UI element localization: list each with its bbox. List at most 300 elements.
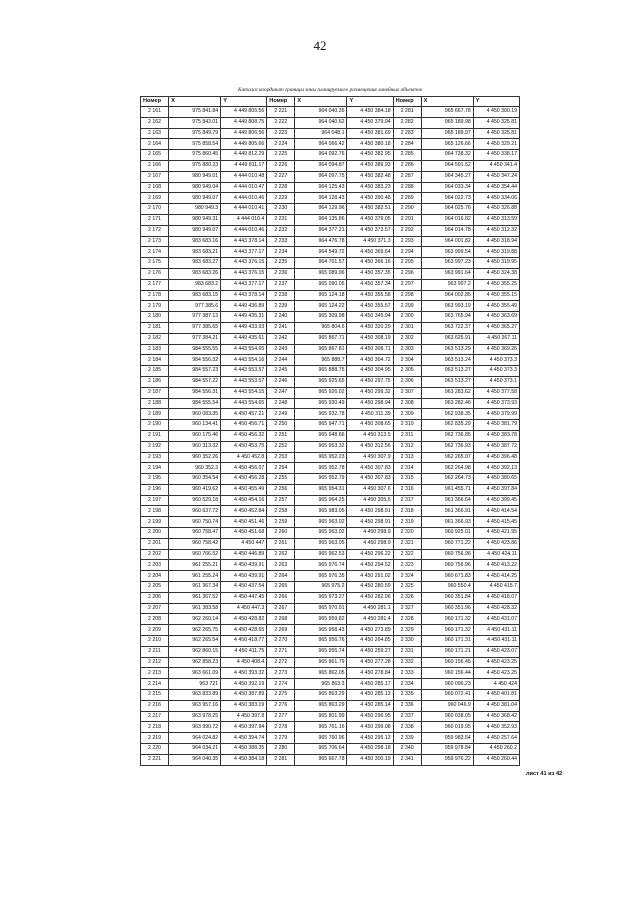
x-coordinate-cell: 961 455.71 bbox=[421, 484, 473, 495]
x-coordinate-cell: 964 022.73 bbox=[421, 193, 473, 204]
point-number-cell: 2 231 bbox=[267, 214, 295, 225]
point-number-cell: 2 292 bbox=[393, 225, 421, 236]
point-number-cell: 2 162 bbox=[141, 117, 169, 128]
table-row bbox=[141, 279, 520, 290]
point-number-cell: 2 170 bbox=[141, 204, 169, 215]
x-coordinate-cell: 964 040.35 bbox=[169, 754, 221, 765]
table-row bbox=[141, 322, 520, 333]
x-coordinate-cell: 965 888.75 bbox=[295, 366, 347, 377]
point-number-cell: 2 324 bbox=[393, 571, 421, 582]
x-coordinate-cell: 962 938.35 bbox=[421, 409, 473, 420]
y-coordinate-cell: 4 450 447 bbox=[221, 538, 267, 549]
point-number-cell: 2 184 bbox=[141, 355, 169, 366]
point-number-cell: 2 242 bbox=[267, 333, 295, 344]
point-number-cell: 2 175 bbox=[141, 258, 169, 269]
y-coordinate-cell: 4 450 411.75 bbox=[221, 646, 267, 657]
y-coordinate-cell: 4 450 451.46 bbox=[221, 517, 267, 528]
y-coordinate-cell: 4 449 435.31 bbox=[221, 312, 267, 323]
point-number-cell: 2 174 bbox=[141, 247, 169, 258]
y-coordinate-cell: 4 450 357.34 bbox=[347, 279, 393, 290]
point-number-cell: 2 202 bbox=[141, 549, 169, 560]
x-coordinate-cell: 965 964.25 bbox=[295, 495, 347, 506]
y-coordinate-cell: 4 450 326.88 bbox=[473, 204, 519, 215]
y-coordinate-cell: 4 450 418.07 bbox=[473, 592, 519, 603]
y-coordinate-cell: 4 450 304.72 bbox=[347, 355, 393, 366]
table-row bbox=[141, 528, 520, 539]
y-coordinate-cell: 4 450 373.93 bbox=[473, 398, 519, 409]
table-row bbox=[141, 301, 520, 312]
table-caption: Каталог координат границы зоны планируемого размещения линейных объектов bbox=[238, 87, 422, 93]
x-coordinate-cell: 980 949.31 bbox=[169, 214, 221, 225]
x-coordinate-cell: 960 671.83 bbox=[421, 571, 473, 582]
x-coordinate-cell: 960 351.96 bbox=[421, 603, 473, 614]
point-number-cell: 2 332 bbox=[393, 657, 421, 668]
point-number-cell: 2 224 bbox=[267, 139, 295, 150]
table-row bbox=[141, 690, 520, 701]
point-number-cell: 2 254 bbox=[267, 463, 295, 474]
point-number-cell: 2 196 bbox=[141, 484, 169, 495]
y-coordinate-cell: 4 450 428.65 bbox=[221, 625, 267, 636]
y-coordinate-cell: 4 450 324.38 bbox=[473, 268, 519, 279]
point-number-cell: 2 293 bbox=[393, 236, 421, 247]
x-coordinate-cell: 960 072.41 bbox=[421, 690, 473, 701]
x-coordinate-cell: 960 096.23 bbox=[421, 679, 473, 690]
point-number-cell: 2 219 bbox=[141, 733, 169, 744]
x-coordinate-cell: 965 926.02 bbox=[295, 387, 347, 398]
point-number-cell: 2 325 bbox=[393, 582, 421, 593]
y-coordinate-cell: 4 450 389.93 bbox=[347, 160, 393, 171]
x-coordinate-cell: 964 135.86 bbox=[295, 214, 347, 225]
x-coordinate-cell: 962 260.14 bbox=[169, 614, 221, 625]
point-number-cell: 2 249 bbox=[267, 409, 295, 420]
y-coordinate-cell: 4 443 377.17 bbox=[221, 279, 267, 290]
table-row bbox=[141, 549, 520, 560]
x-coordinate-cell: 960 171.31 bbox=[421, 636, 473, 647]
point-number-cell: 2 333 bbox=[393, 668, 421, 679]
x-coordinate-cell: 965 956.76 bbox=[295, 636, 347, 647]
point-number-cell: 2 285 bbox=[393, 150, 421, 161]
point-number-cell: 2 235 bbox=[267, 258, 295, 269]
x-coordinate-cell: 962 264.73 bbox=[421, 474, 473, 485]
table-row bbox=[141, 193, 520, 204]
y-coordinate-cell: 4 444 010.4 bbox=[221, 214, 267, 225]
point-number-cell: 2 247 bbox=[267, 387, 295, 398]
x-coordinate-cell: 963 990.72 bbox=[169, 722, 221, 733]
x-coordinate-cell: 964 048.1 bbox=[295, 128, 347, 139]
y-coordinate-cell: 4 450 423.07 bbox=[473, 646, 519, 657]
x-coordinate-cell: 965 930.49 bbox=[295, 398, 347, 409]
point-number-cell: 2 166 bbox=[141, 160, 169, 171]
y-coordinate-cell: 4 443 376.15 bbox=[221, 268, 267, 279]
point-number-cell: 2 161 bbox=[141, 107, 169, 118]
y-coordinate-cell: 4 443 553.57 bbox=[221, 366, 267, 377]
point-number-cell: 2 190 bbox=[141, 420, 169, 431]
x-coordinate-cell: 962 860.15 bbox=[169, 646, 221, 657]
header-number-1: Номер bbox=[141, 97, 169, 107]
x-coordinate-cell: 965 962.53 bbox=[295, 549, 347, 560]
table-row bbox=[141, 711, 520, 722]
table-row bbox=[141, 398, 520, 409]
y-coordinate-cell: 4 443 553.57 bbox=[221, 376, 267, 387]
table-row bbox=[141, 290, 520, 301]
x-coordinate-cell: 965 667.78 bbox=[295, 754, 347, 765]
point-number-cell: 2 253 bbox=[267, 452, 295, 463]
point-number-cell: 2 315 bbox=[393, 474, 421, 485]
x-coordinate-cell: 965 867.71 bbox=[295, 333, 347, 344]
point-number-cell: 2 276 bbox=[267, 700, 295, 711]
point-number-cell: 2 199 bbox=[141, 517, 169, 528]
table-row bbox=[141, 560, 520, 571]
x-coordinate-cell: 963 833.89 bbox=[169, 690, 221, 701]
point-number-cell: 2 307 bbox=[393, 387, 421, 398]
x-coordinate-cell: 965 959.82 bbox=[295, 614, 347, 625]
y-coordinate-cell: 4 450 377.58 bbox=[473, 387, 519, 398]
point-number-cell: 2 312 bbox=[393, 441, 421, 452]
point-number-cell: 2 269 bbox=[267, 625, 295, 636]
x-coordinate-cell: 965 801.99 bbox=[295, 711, 347, 722]
point-number-cell: 2 222 bbox=[267, 117, 295, 128]
y-coordinate-cell: 4 450 381.04 bbox=[473, 700, 519, 711]
point-number-cell: 2 287 bbox=[393, 171, 421, 182]
x-coordinate-cell: 962 265.07 bbox=[421, 452, 473, 463]
x-coordinate-cell: 965 089.96 bbox=[295, 268, 347, 279]
table-row bbox=[141, 312, 520, 323]
y-coordinate-cell: 4 450 305.6 bbox=[347, 495, 393, 506]
table-row bbox=[141, 517, 520, 528]
point-number-cell: 2 322 bbox=[393, 549, 421, 560]
point-number-cell: 2 240 bbox=[267, 312, 295, 323]
y-coordinate-cell: 4 443 554.16 bbox=[221, 355, 267, 366]
x-coordinate-cell: 960 156.45 bbox=[421, 657, 473, 668]
x-coordinate-cell: 964 016.82 bbox=[421, 214, 473, 225]
point-number-cell: 2 326 bbox=[393, 592, 421, 603]
table-row bbox=[141, 582, 520, 593]
x-coordinate-cell: 983 683.2 bbox=[169, 279, 221, 290]
y-coordinate-cell: 4 450 454.16 bbox=[221, 495, 267, 506]
point-number-cell: 2 252 bbox=[267, 441, 295, 452]
point-number-cell: 2 283 bbox=[393, 128, 421, 139]
point-number-cell: 2 250 bbox=[267, 420, 295, 431]
x-coordinate-cell: 965 126.66 bbox=[421, 139, 473, 150]
y-coordinate-cell: 4 450 325.81 bbox=[473, 128, 519, 139]
point-number-cell: 2 327 bbox=[393, 603, 421, 614]
point-number-cell: 2 301 bbox=[393, 322, 421, 333]
header-x-3: X bbox=[421, 97, 473, 107]
x-coordinate-cell: 961 366.64 bbox=[421, 495, 473, 506]
point-number-cell: 2 336 bbox=[393, 700, 421, 711]
y-coordinate-cell: 4 450 379.05 bbox=[347, 214, 393, 225]
y-coordinate-cell: 4 450 397.94 bbox=[221, 722, 267, 733]
x-coordinate-cell: 975 849.79 bbox=[169, 128, 221, 139]
table-row bbox=[141, 107, 520, 118]
x-coordinate-cell: 960 175.46 bbox=[169, 430, 221, 441]
point-number-cell: 2 255 bbox=[267, 474, 295, 485]
table-row bbox=[141, 258, 520, 269]
y-coordinate-cell: 4 450 365.27 bbox=[473, 322, 519, 333]
point-number-cell: 2 271 bbox=[267, 646, 295, 657]
x-coordinate-cell: 975 843.01 bbox=[169, 117, 221, 128]
y-coordinate-cell: 4 450 300.19 bbox=[347, 754, 393, 765]
y-coordinate-cell: 4 449 433.93 bbox=[221, 322, 267, 333]
x-coordinate-cell: 965 124.18 bbox=[295, 290, 347, 301]
y-coordinate-cell: 4 450 418.77 bbox=[221, 636, 267, 647]
table-row bbox=[141, 117, 520, 128]
table-header-row bbox=[141, 97, 520, 107]
y-coordinate-cell: 4 450 457.21 bbox=[221, 409, 267, 420]
point-number-cell: 2 337 bbox=[393, 711, 421, 722]
x-coordinate-cell: 977 385.6 bbox=[169, 301, 221, 312]
x-coordinate-cell: 960 756.96 bbox=[421, 549, 473, 560]
point-number-cell: 2 216 bbox=[141, 700, 169, 711]
point-number-cell: 2 263 bbox=[267, 560, 295, 571]
y-coordinate-cell: 4 450 408.4 bbox=[221, 657, 267, 668]
y-coordinate-cell: 4 443 554.15 bbox=[221, 387, 267, 398]
y-coordinate-cell: 4 450 384.18 bbox=[221, 754, 267, 765]
y-coordinate-cell: 4 450 381.79 bbox=[473, 420, 519, 431]
point-number-cell: 2 275 bbox=[267, 690, 295, 701]
point-number-cell: 2 339 bbox=[393, 733, 421, 744]
y-coordinate-cell: 4 450 294.52 bbox=[347, 560, 393, 571]
point-number-cell: 2 194 bbox=[141, 463, 169, 474]
point-number-cell: 2 243 bbox=[267, 344, 295, 355]
x-coordinate-cell: 963 722.37 bbox=[421, 322, 473, 333]
y-coordinate-cell: 4 450 401.81 bbox=[473, 690, 519, 701]
x-coordinate-cell: 965 958.43 bbox=[295, 625, 347, 636]
y-coordinate-cell: 4 450 382.51 bbox=[347, 204, 393, 215]
point-number-cell: 2 185 bbox=[141, 366, 169, 377]
table-row bbox=[141, 754, 520, 765]
x-coordinate-cell: 965 963.02 bbox=[295, 517, 347, 528]
y-coordinate-cell: 4 443 554.65 bbox=[221, 398, 267, 409]
y-coordinate-cell: 4 450 453.75 bbox=[221, 441, 267, 452]
table-row bbox=[141, 463, 520, 474]
y-coordinate-cell: 4 450 307.6 bbox=[347, 484, 393, 495]
x-coordinate-cell: 965 861.79 bbox=[295, 657, 347, 668]
x-coordinate-cell: 960 351.84 bbox=[421, 592, 473, 603]
point-number-cell: 2 304 bbox=[393, 355, 421, 366]
y-coordinate-cell: 4 450 357.35 bbox=[347, 268, 393, 279]
table-row bbox=[141, 430, 520, 441]
x-coordinate-cell: 965 963.02 bbox=[295, 528, 347, 539]
table-row bbox=[141, 592, 520, 603]
sheet-label: лист 41 из 42 bbox=[526, 771, 563, 777]
point-number-cell: 2 319 bbox=[393, 517, 421, 528]
y-coordinate-cell: 4 450 369.26 bbox=[473, 344, 519, 355]
x-coordinate-cell: 965 963.05 bbox=[295, 538, 347, 549]
y-coordinate-cell: 4 450 334.06 bbox=[473, 193, 519, 204]
y-coordinate-cell: 4 450 307.83 bbox=[347, 474, 393, 485]
x-coordinate-cell: 959 976.22 bbox=[421, 754, 473, 765]
point-number-cell: 2 290 bbox=[393, 204, 421, 215]
header-y-2: Y bbox=[347, 97, 393, 107]
y-coordinate-cell: 4 450 446.89 bbox=[221, 549, 267, 560]
x-coordinate-cell: 964 377.21 bbox=[295, 225, 347, 236]
y-coordinate-cell: 4 450 257.64 bbox=[473, 733, 519, 744]
point-number-cell: 2 181 bbox=[141, 322, 169, 333]
x-coordinate-cell: 983 683.16 bbox=[169, 236, 221, 247]
x-coordinate-cell: 964 025.76 bbox=[421, 204, 473, 215]
x-coordinate-cell: 980 949.04 bbox=[169, 182, 221, 193]
point-number-cell: 2 192 bbox=[141, 441, 169, 452]
y-coordinate-cell: 4 450 382.95 bbox=[347, 150, 393, 161]
y-coordinate-cell: 4 450 393.32 bbox=[221, 668, 267, 679]
x-coordinate-cell: 962 736.93 bbox=[421, 441, 473, 452]
coordinates-table bbox=[140, 96, 520, 766]
x-coordinate-cell: 977 385.65 bbox=[169, 322, 221, 333]
point-number-cell: 2 282 bbox=[393, 117, 421, 128]
point-number-cell: 2 227 bbox=[267, 171, 295, 182]
y-coordinate-cell: 4 450 355.49 bbox=[473, 301, 519, 312]
y-coordinate-cell: 4 450 397.84 bbox=[473, 484, 519, 495]
point-number-cell: 2 191 bbox=[141, 430, 169, 441]
x-coordinate-cell: 963 513.27 bbox=[421, 376, 473, 387]
y-coordinate-cell: 4 444 010.46 bbox=[221, 225, 267, 236]
point-number-cell: 2 172 bbox=[141, 225, 169, 236]
x-coordinate-cell: 960 758.42 bbox=[169, 538, 221, 549]
y-coordinate-cell: 4 443 554.65 bbox=[221, 344, 267, 355]
point-number-cell: 2 228 bbox=[267, 182, 295, 193]
y-coordinate-cell: 4 450 379.94 bbox=[347, 117, 393, 128]
y-coordinate-cell: 4 450 452.8 bbox=[221, 452, 267, 463]
y-coordinate-cell: 4 450 304.95 bbox=[347, 366, 393, 377]
point-number-cell: 2 182 bbox=[141, 333, 169, 344]
table-row bbox=[141, 646, 520, 657]
y-coordinate-cell: 4 450 414.25 bbox=[473, 571, 519, 582]
x-coordinate-cell: 965 955.74 bbox=[295, 646, 347, 657]
table-row bbox=[141, 571, 520, 582]
point-number-cell: 2 230 bbox=[267, 204, 295, 215]
point-number-cell: 2 306 bbox=[393, 376, 421, 387]
y-coordinate-cell: 4 449 435.61 bbox=[221, 333, 267, 344]
y-coordinate-cell: 4 450 313.59 bbox=[473, 214, 519, 225]
table-row bbox=[141, 679, 520, 690]
point-number-cell: 2 298 bbox=[393, 290, 421, 301]
point-number-cell: 2 300 bbox=[393, 312, 421, 323]
y-coordinate-cell: 4 450 423.86 bbox=[473, 538, 519, 549]
y-coordinate-cell: 4 450 424.11 bbox=[473, 549, 519, 560]
x-coordinate-cell: 975 841.84 bbox=[169, 107, 221, 118]
point-number-cell: 2 237 bbox=[267, 279, 295, 290]
x-coordinate-cell: 964 738.32 bbox=[421, 150, 473, 161]
point-number-cell: 2 310 bbox=[393, 420, 421, 431]
x-coordinate-cell: 965 706.64 bbox=[295, 744, 347, 755]
x-coordinate-cell: 963 978.25 bbox=[169, 711, 221, 722]
y-coordinate-cell: 4 450 367.11 bbox=[473, 333, 519, 344]
y-coordinate-cell: 4 450 355.58 bbox=[347, 290, 393, 301]
table-row bbox=[141, 603, 520, 614]
y-coordinate-cell: 4 449 808.75 bbox=[221, 117, 267, 128]
x-coordinate-cell: 963 513.27 bbox=[421, 366, 473, 377]
point-number-cell: 2 195 bbox=[141, 474, 169, 485]
point-number-cell: 2 323 bbox=[393, 560, 421, 571]
point-number-cell: 2 226 bbox=[267, 160, 295, 171]
table-row bbox=[141, 700, 520, 711]
x-coordinate-cell: 965 952.23 bbox=[295, 452, 347, 463]
y-coordinate-cell: 4 450 277.28 bbox=[347, 657, 393, 668]
x-coordinate-cell: 965 090.05 bbox=[295, 279, 347, 290]
x-coordinate-cell: 963 283.62 bbox=[421, 387, 473, 398]
point-number-cell: 2 308 bbox=[393, 398, 421, 409]
y-coordinate-cell: 4 450 371.3 bbox=[347, 236, 393, 247]
y-coordinate-cell: 4 450 319.95 bbox=[473, 258, 519, 269]
y-coordinate-cell: 4 450 380.18 bbox=[347, 139, 393, 150]
point-number-cell: 2 273 bbox=[267, 668, 295, 679]
x-coordinate-cell: 965 975.2 bbox=[295, 582, 347, 593]
y-coordinate-cell: 4 444 010.46 bbox=[221, 193, 267, 204]
y-coordinate-cell: 4 450 298.94 bbox=[347, 398, 393, 409]
x-coordinate-cell: 975 880.23 bbox=[169, 160, 221, 171]
x-coordinate-cell: 965 952.78 bbox=[295, 463, 347, 474]
x-coordinate-cell: 964 549.72 bbox=[295, 247, 347, 258]
x-coordinate-cell: 965 952.79 bbox=[295, 474, 347, 485]
table-row bbox=[141, 744, 520, 755]
point-number-cell: 2 197 bbox=[141, 495, 169, 506]
point-number-cell: 2 251 bbox=[267, 430, 295, 441]
y-coordinate-cell: 4 450 379.99 bbox=[473, 409, 519, 420]
y-coordinate-cell: 4 450 397.8 bbox=[221, 711, 267, 722]
x-coordinate-cell: 965 925.65 bbox=[295, 376, 347, 387]
point-number-cell: 2 232 bbox=[267, 225, 295, 236]
y-coordinate-cell: 4 450 451.68 bbox=[221, 528, 267, 539]
y-coordinate-cell: 4 450 415.45 bbox=[473, 517, 519, 528]
x-coordinate-cell: 965 970.91 bbox=[295, 603, 347, 614]
x-coordinate-cell: 960 171.32 bbox=[421, 614, 473, 625]
point-number-cell: 2 234 bbox=[267, 247, 295, 258]
point-number-cell: 2 211 bbox=[141, 646, 169, 657]
x-coordinate-cell: 964 092.76 bbox=[295, 150, 347, 161]
x-coordinate-cell: 963 999.54 bbox=[421, 247, 473, 258]
point-number-cell: 2 329 bbox=[393, 625, 421, 636]
point-number-cell: 2 313 bbox=[393, 452, 421, 463]
x-coordinate-cell: 962 265.75 bbox=[169, 625, 221, 636]
x-coordinate-cell: 980 949.01 bbox=[169, 171, 221, 182]
header-x-1: X bbox=[169, 97, 221, 107]
x-coordinate-cell: 965 863.29 bbox=[295, 690, 347, 701]
y-coordinate-cell: 4 450 285.17 bbox=[347, 679, 393, 690]
header-x-2: X bbox=[295, 97, 347, 107]
x-coordinate-cell: 963 721 bbox=[169, 679, 221, 690]
y-coordinate-cell: 4 450 431.11 bbox=[473, 636, 519, 647]
y-coordinate-cell: 4 450 311.39 bbox=[347, 409, 393, 420]
table-row bbox=[141, 204, 520, 215]
point-number-cell: 2 221 bbox=[141, 754, 169, 765]
y-coordinate-cell: 4 450 373.1 bbox=[473, 376, 519, 387]
y-coordinate-cell: 4 450 298.18 bbox=[347, 744, 393, 755]
point-number-cell: 2 334 bbox=[393, 679, 421, 690]
x-coordinate-cell: 984 556.32 bbox=[169, 355, 221, 366]
y-coordinate-cell: 4 450 373.3 bbox=[473, 366, 519, 377]
y-coordinate-cell: 4 450 447.45 bbox=[221, 592, 267, 603]
y-coordinate-cell: 4 450 399.45 bbox=[473, 495, 519, 506]
y-coordinate-cell: 4 450 373.57 bbox=[347, 225, 393, 236]
point-number-cell: 2 223 bbox=[267, 128, 295, 139]
x-coordinate-cell: 964 001.82 bbox=[421, 236, 473, 247]
table-row bbox=[141, 538, 520, 549]
y-coordinate-cell: 4 450 424 bbox=[473, 679, 519, 690]
x-coordinate-cell: 984 555.55 bbox=[169, 344, 221, 355]
point-number-cell: 2 299 bbox=[393, 301, 421, 312]
point-number-cell: 2 200 bbox=[141, 528, 169, 539]
point-number-cell: 2 215 bbox=[141, 690, 169, 701]
y-coordinate-cell: 4 449 806.56 bbox=[221, 128, 267, 139]
x-coordinate-cell: 964 097.75 bbox=[295, 171, 347, 182]
point-number-cell: 2 193 bbox=[141, 452, 169, 463]
table-row bbox=[141, 495, 520, 506]
point-number-cell: 2 203 bbox=[141, 560, 169, 571]
point-number-cell: 2 188 bbox=[141, 398, 169, 409]
table-row bbox=[141, 247, 520, 258]
y-coordinate-cell: 4 450 278.84 bbox=[347, 668, 393, 679]
